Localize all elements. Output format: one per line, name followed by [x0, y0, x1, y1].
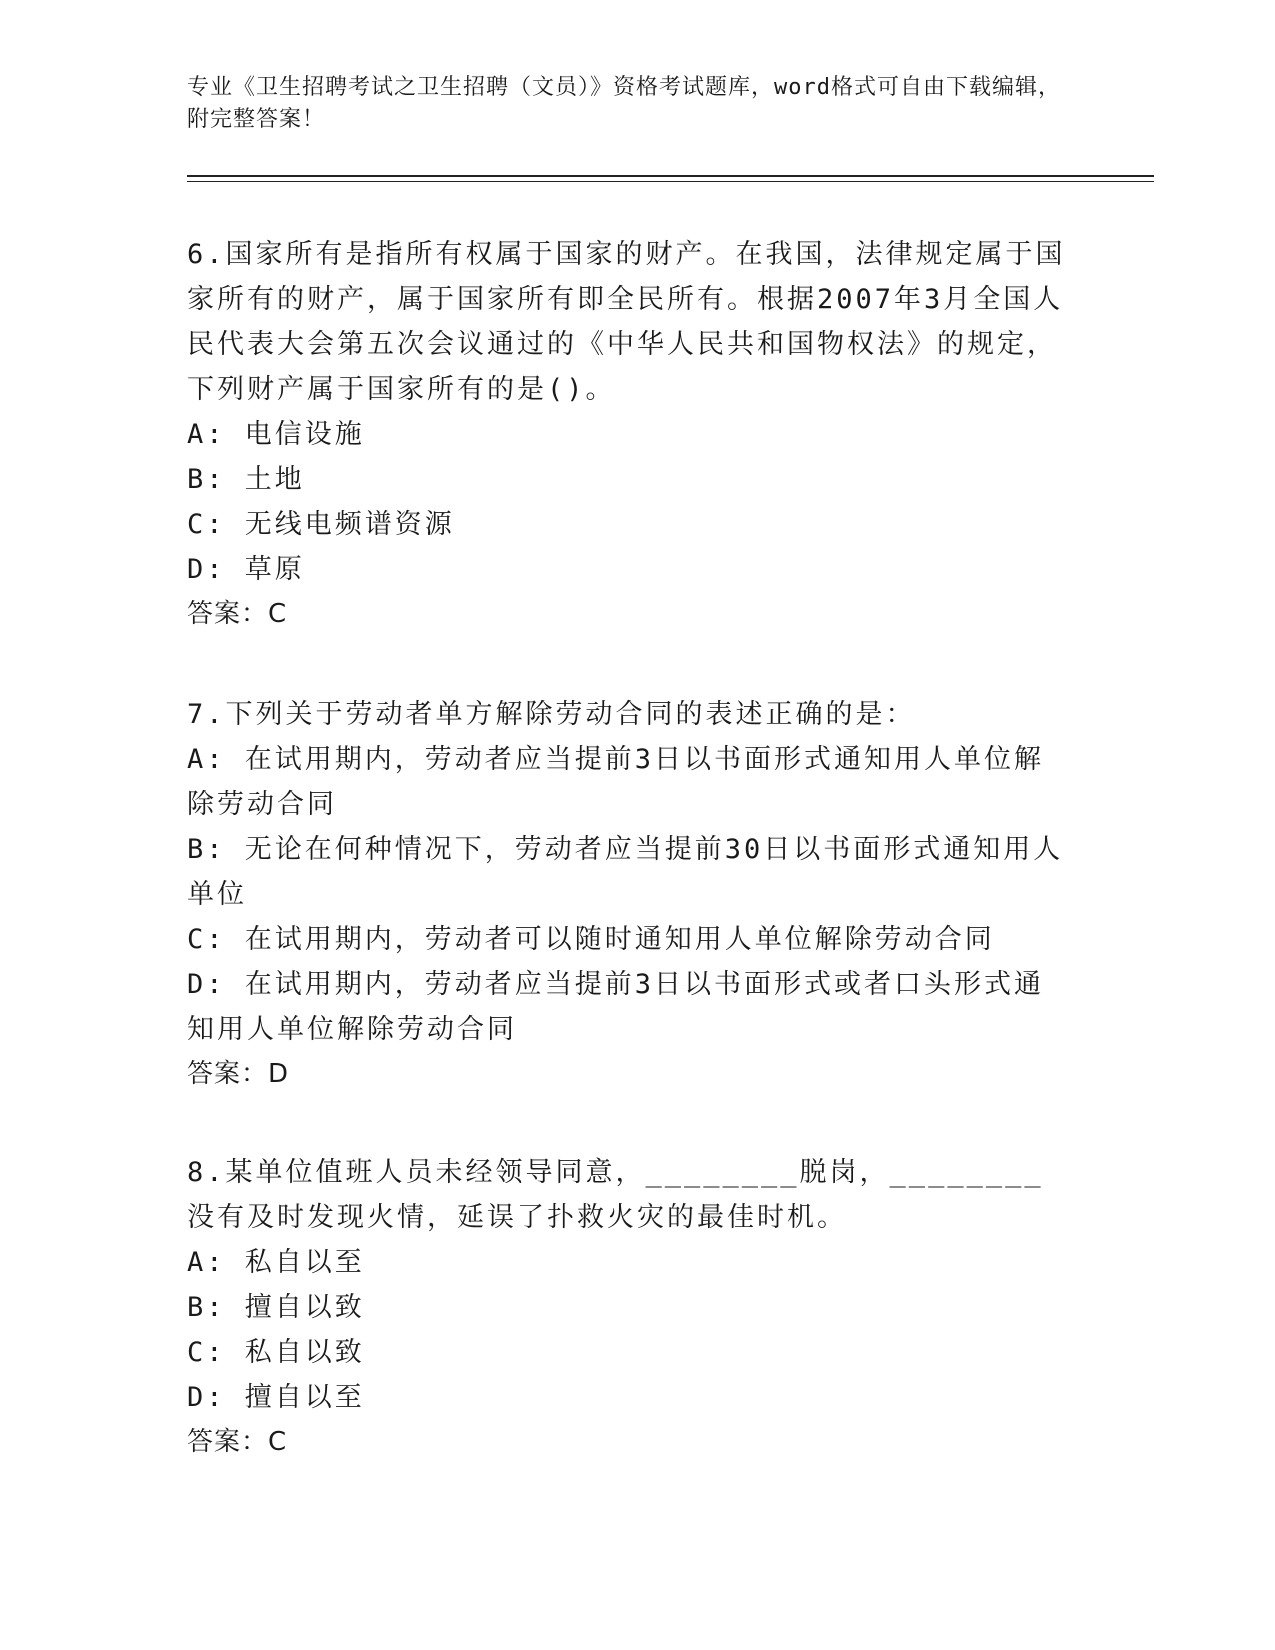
option-c: C: 在试用期内，劳动者可以随时通知用人单位解除劳动合同 — [187, 924, 995, 955]
option-a: A: 在试用期内，劳动者应当提前3日以书面形式通知用人单位解除劳动合同 — [187, 744, 1045, 820]
answer-line: 答案：C — [187, 599, 288, 629]
question-stem: 8.某单位值班人员未经领导同意，________脱岗，________没有及时发现火情，延误了扑救火灾的最佳时机。 — [187, 1157, 1044, 1233]
option-b: B: 无论在何种情况下，劳动者应当提前30日以书面形式通知用人单位 — [187, 834, 1064, 910]
question-6 — [187, 232, 1067, 637]
question-8 — [187, 1150, 1067, 1465]
option-d: D: 在试用期内，劳动者应当提前3日以书面形式或者口头形式通知用人单位解除劳动合同 — [187, 969, 1045, 1045]
answer-line: 答案：D — [187, 1059, 290, 1089]
header-divider-thick — [187, 175, 1154, 177]
option-c: C: 无线电频谱资源 — [187, 509, 455, 540]
question-stem: 6.国家所有是指所有权属于国家的财产。在我国，法律规定属于国家所有的财产，属于国家所有即全民所有。根据2007年3月全国人民代表大会第五次会议通过的《中华人民共和国物权法》的规定，下列财产属于国家所有的是()。 — [187, 239, 1066, 405]
option-b: B: 土地 — [187, 464, 305, 495]
option-a: A: 电信设施 — [187, 419, 365, 450]
header-divider-thin — [187, 181, 1154, 182]
option-c: C: 私自以致 — [187, 1337, 365, 1368]
question-stem: 7.下列关于劳动者单方解除劳动合同的表述正确的是： — [187, 699, 916, 730]
document-header: 专业《卫生招聘考试之卫生招聘（文员）》资格考试题库，word格式可自由下载编辑，附完整答案！ — [187, 75, 1061, 132]
question-7 — [187, 692, 1067, 1097]
option-d: D: 草原 — [187, 554, 305, 585]
answer-line: 答案：C — [187, 1427, 288, 1457]
option-b: B: 擅自以致 — [187, 1292, 365, 1323]
option-a: A: 私自以至 — [187, 1247, 365, 1278]
option-d: D: 擅自以至 — [187, 1382, 365, 1413]
